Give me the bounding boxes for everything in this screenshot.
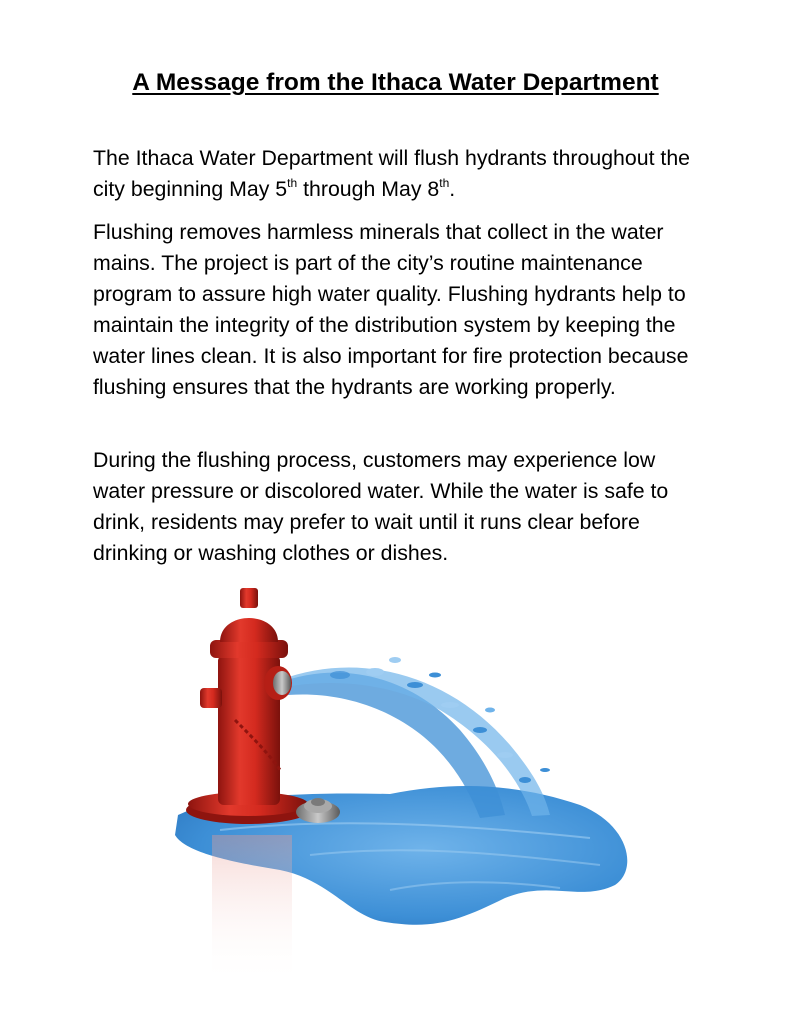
superscript-th-2: th (439, 176, 450, 190)
paragraph-1-text-c: . (449, 177, 456, 201)
paragraph-customer-impact: During the flushing process, customers may experience low water pressure or discolored water. While the water is safe to drink, residents may prefer to wait until it runs clear before drinking or washing clothes or dishes. (93, 448, 669, 565)
paragraph-flush-schedule (93, 143, 713, 205)
paragraph-1-text-b: through May 8 (297, 177, 440, 201)
page-title: A Message from the Ithaca Water Department (132, 69, 659, 96)
fire-hydrant-icon (160, 580, 650, 1000)
paragraph-1-text-a: The Ithaca Water Department will flush hydrants throughout the city beginning May 5 (93, 146, 691, 201)
paragraph-flushing-purpose: Flushing removes harmless minerals that collect in the water mains. The project is part of the city’s routine maintenance program to assure high water quality. Flushing hydrants help to maintain the integrity of the distribution system by keeping the water lines clean. It is also important for fire protection because flushing ensures that the hydrants are working properly. (93, 220, 689, 399)
superscript-th-1: th (287, 176, 298, 190)
